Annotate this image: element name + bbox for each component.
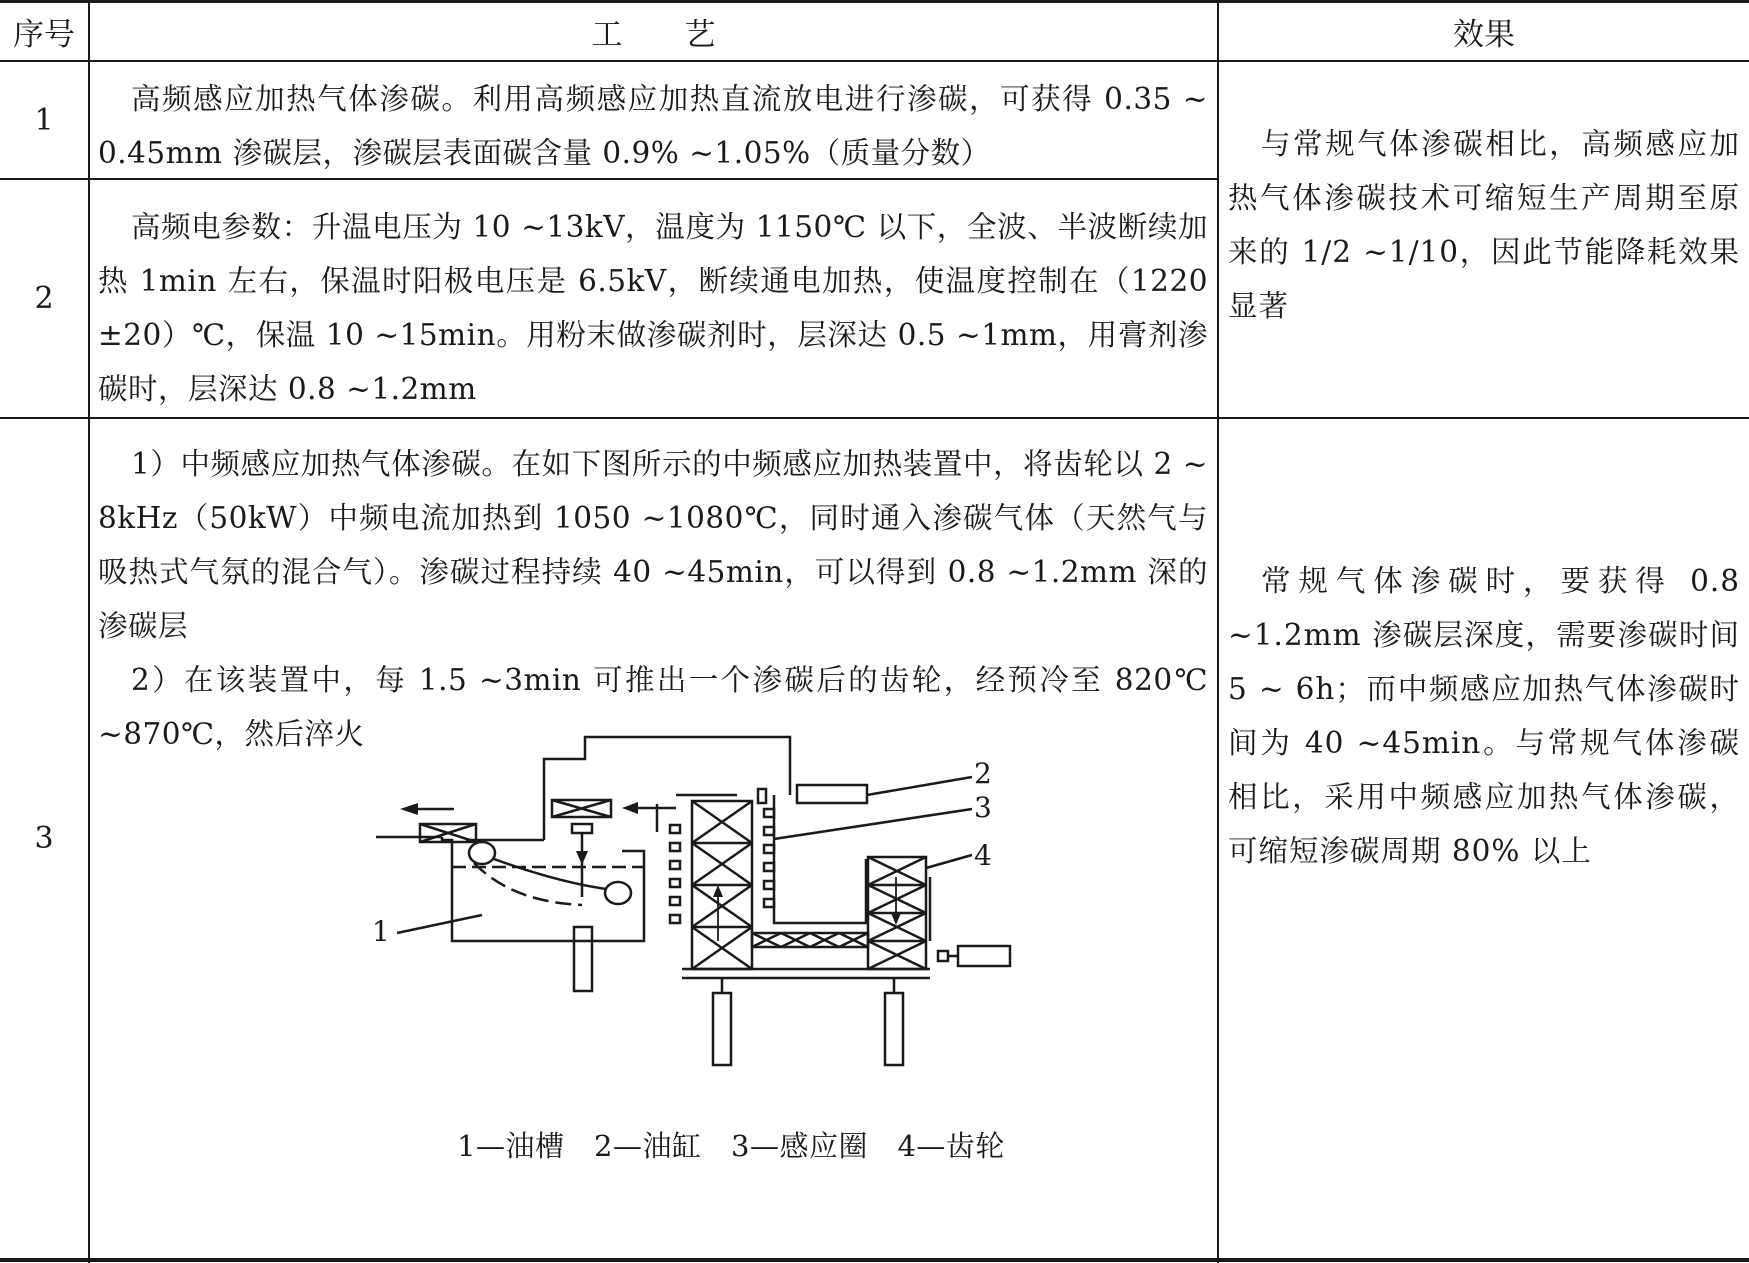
gear-in-tank-2	[605, 882, 631, 904]
pusher-head	[938, 951, 948, 961]
label-3: 3	[974, 791, 992, 824]
lift-cylinder	[574, 927, 592, 991]
cylinder-left	[713, 993, 731, 1065]
oil-tank	[442, 837, 644, 941]
induction-coil-left	[670, 825, 680, 923]
row3-process-text-1: 1）中频感应加热气体渗碳。在如下图所示的中频感应加热装置中，将齿轮以 2 ~ 8kHz（50kW）中频电流加热到 1050 ~1080℃，同时通入渗碳气体（天然气与吸热式气氛的混合气）。渗碳过程持续 40 ~45min，可以得到 0.8 ~1.2mm 深的渗碳层	[98, 447, 1208, 643]
row3-effect-text: 常规气体渗碳时，要获得 0.8 ~1.2mm 渗碳层深度，需要渗碳时间 5 ~ 6h；而中频感应加热气体渗碳时间为 40 ~45min。与常规气体渗碳相比，采用中频感应加热气体渗碳，可缩短渗碳周期 80% 以上	[1228, 564, 1740, 868]
leader-3	[774, 809, 972, 839]
row2-bottom-rule	[0, 417, 1749, 419]
oil-cylinder-rod	[758, 789, 766, 803]
oil-cylinder	[797, 785, 867, 803]
col-divider-2	[1217, 0, 1219, 1263]
row2-process-text: 高频电参数：升温电压为 10 ~13kV，温度为 1150℃ 以下，全波、半波断续加热 1min 左右，保温时阳极电压是 6.5kV，断续通电加热，使温度控制在（1220 ±20）℃，保温 10 ~15min。用粉末做渗碳剂时，层深达 0.5 ~1mm，用膏剂渗碳时，层深达 0.8 ~1.2mm	[98, 210, 1209, 406]
effect-rows-1-2-cell	[1228, 117, 1740, 333]
lift-gear-box	[552, 800, 611, 817]
row1-process-text: 高频感应加热气体渗碳。利用高频感应加热直流放电进行渗碳，可获得 0.35 ~ 0.45mm 渗碳层，渗碳层表面碳含量 0.9% ~1.05%（质量分数）	[98, 82, 1208, 170]
leader-2	[867, 777, 972, 795]
row3-process-cell	[98, 437, 1208, 761]
cylinder-right	[885, 993, 903, 1065]
leader-4	[926, 855, 972, 868]
label-1: 1	[372, 915, 390, 948]
header-process: 工 艺	[591, 17, 716, 53]
table-bottom-rule	[0, 1258, 1749, 1262]
row1-number: 1	[34, 102, 54, 138]
inner-channel	[774, 795, 866, 923]
exit-arrowhead	[400, 803, 418, 815]
leader-1	[397, 915, 482, 933]
row3-number: 3	[34, 821, 54, 856]
gear-in-tank-1	[469, 842, 495, 864]
pusher-cylinder	[958, 946, 1010, 966]
label-4: 4	[974, 839, 992, 872]
effect-rows-1-2-text: 与常规气体渗碳相比，高频感应加热气体渗碳技术可缩短生产周期至原来的 1/2 ~1/10，因此节能降耗效果显著	[1228, 127, 1740, 323]
gear-column-left	[692, 801, 752, 969]
row3-effect-cell	[1228, 554, 1740, 878]
row3-process-text-2: 2）在该装置中，每 1.5 ~3min 可推出一个渗碳后的齿轮，经预冷至 820℃ ~870℃，然后淬火	[98, 663, 1208, 751]
col-divider-1	[88, 0, 90, 1263]
figure-caption: 1—油槽 2—油缸 3—感应圈 4—齿轮	[457, 1129, 1005, 1163]
lift-plate	[572, 824, 592, 833]
induction-apparatus-diagram	[352, 727, 1052, 1087]
induction-coil-right	[764, 809, 774, 907]
row2-process-cell	[98, 200, 1208, 416]
header-bottom-rule	[0, 60, 1749, 62]
slide-path-top	[494, 859, 606, 889]
header-no: 序号	[13, 17, 75, 53]
row1-process-cell	[98, 72, 1208, 180]
header-effect: 效果	[1453, 17, 1515, 53]
label-2: 2	[974, 757, 992, 790]
row2-number: 2	[34, 281, 54, 316]
gear-row-bottom	[752, 933, 868, 947]
